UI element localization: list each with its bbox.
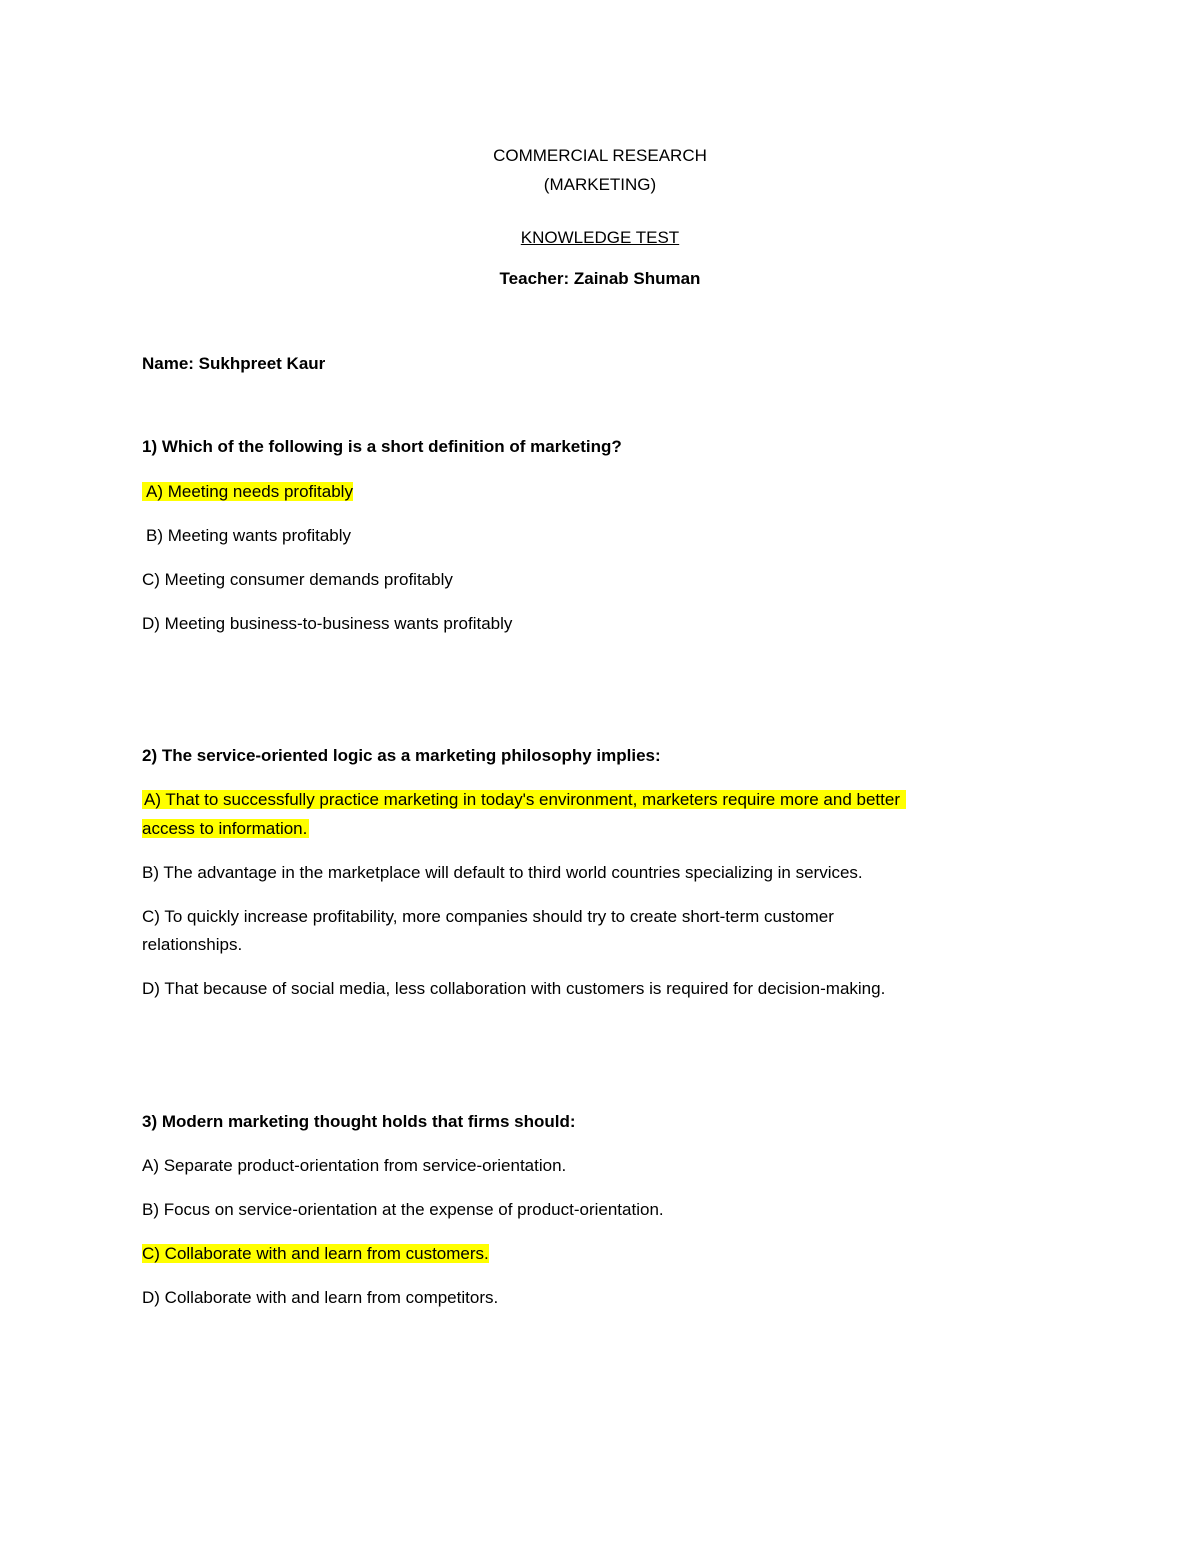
q3-option-b: B) Focus on service-orientation at the expense of product-orientation. <box>142 1200 664 1219</box>
q1-option-a-highlighted: A) Meeting needs profitably <box>142 482 353 501</box>
q2-option-a-line1 <box>142 788 906 812</box>
q1-option-d: D) Meeting business-to-business wants profitably <box>142 614 513 633</box>
q2-option-c-line2: relationships. <box>142 935 243 954</box>
q1-option-b: B) Meeting wants profitably <box>146 526 352 545</box>
q1-option-c: C) Meeting consumer demands profitably <box>142 570 453 589</box>
q3-option-d: D) Collaborate with and learn from competitors. <box>142 1288 499 1307</box>
document-title: COMMERCIAL RESEARCH <box>493 146 707 165</box>
q2-option-a-highlighted-line2: access to information. <box>142 819 308 838</box>
q1-option-a <box>142 480 353 504</box>
question-1: 1) Which of the following is a short definition of marketing? <box>142 437 622 456</box>
q3-option-c <box>142 1242 489 1266</box>
q2-option-d: D) That because of social media, less collaboration with customers is required for decision-making. <box>142 979 886 998</box>
test-label <box>0 226 1200 250</box>
q3-option-c-highlighted: C) Collaborate with and learn from customers. <box>142 1244 489 1263</box>
q2-option-a-line2 <box>142 817 309 841</box>
document-subtitle: (MARKETING) <box>543 175 657 194</box>
test-label-text: KNOWLEDGE TEST <box>520 228 680 247</box>
student-name: Name: Sukhpreet Kaur <box>142 354 326 373</box>
q2-option-a-highlighted-line1: A) That to successfully practice marketing in today's environment, marketers require more and better <box>142 790 906 809</box>
q2-option-b: B) The advantage in the marketplace will default to third world countries specializing in services. <box>142 863 863 882</box>
teacher-line: Teacher: Zainab Shuman <box>499 269 701 288</box>
q3-option-a: A) Separate product-orientation from service-orientation. <box>142 1156 567 1175</box>
question-3: 3) Modern marketing thought holds that firms should: <box>142 1112 576 1131</box>
q2-option-c-line1: C) To quickly increase profitability, more companies should try to create short-term customer <box>142 907 834 926</box>
question-2: 2) The service-oriented logic as a marketing philosophy implies: <box>142 746 661 765</box>
